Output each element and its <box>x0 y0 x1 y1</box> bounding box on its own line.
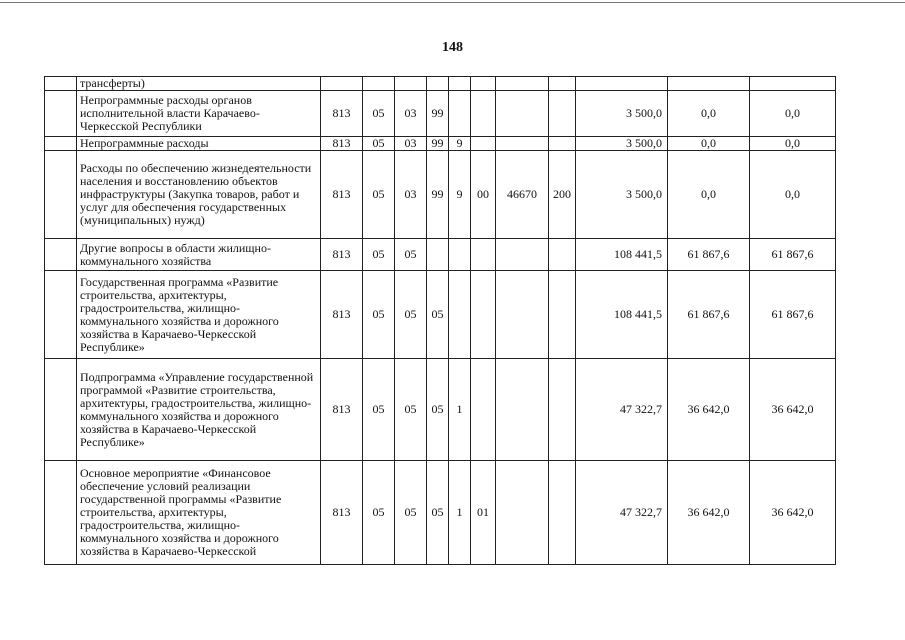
measure-code: 01 <box>471 461 496 565</box>
row-name: Государственная программа «Развитие строительства, архитектуры, градостроительства, жилищно-коммунального хозяйства и дорожного хозяйства в Карачаево-Черкесской Республике» <box>77 271 321 359</box>
subprogram-code <box>449 239 471 271</box>
amount-year-2: 61 867,6 <box>668 239 750 271</box>
program-code: 05 <box>427 461 449 565</box>
budget-table-body <box>45 77 836 565</box>
amount-year-1: 108 441,5 <box>576 271 668 359</box>
table-row <box>45 461 836 565</box>
amount-year-3 <box>750 77 836 91</box>
amount-year-3: 0,0 <box>750 151 836 239</box>
ministry-code: 813 <box>321 359 363 461</box>
subsection-code: 03 <box>395 91 427 137</box>
subsection-code: 05 <box>395 461 427 565</box>
amount-year-3: 61 867,6 <box>750 271 836 359</box>
amount-year-2: 61 867,6 <box>668 271 750 359</box>
measure-code <box>471 239 496 271</box>
direction-code <box>496 271 549 359</box>
amount-year-2: 36 642,0 <box>668 359 750 461</box>
amount-year-3: 36 642,0 <box>750 359 836 461</box>
direction-code <box>496 77 549 91</box>
program-code: 99 <box>427 151 449 239</box>
page-number: 148 <box>442 40 463 55</box>
measure-code: 00 <box>471 151 496 239</box>
ministry-code: 813 <box>321 151 363 239</box>
table-row <box>45 239 836 271</box>
amount-year-1: 47 322,7 <box>576 359 668 461</box>
amount-year-1: 3 500,0 <box>576 151 668 239</box>
subsection-code: 03 <box>395 151 427 239</box>
table-row <box>45 359 836 461</box>
ministry-code: 813 <box>321 91 363 137</box>
expense-type-code <box>549 359 576 461</box>
subprogram-code: 9 <box>449 151 471 239</box>
subsection-code: 05 <box>395 239 427 271</box>
row-index-cell <box>45 91 77 137</box>
subsection-code: 03 <box>395 137 427 151</box>
subprogram-code <box>449 77 471 91</box>
section-code: 05 <box>363 137 395 151</box>
subsection-code: 05 <box>395 359 427 461</box>
ministry-code <box>321 77 363 91</box>
program-code: 99 <box>427 137 449 151</box>
amount-year-1: 47 322,7 <box>576 461 668 565</box>
top-scan-rule <box>0 2 905 3</box>
section-code: 05 <box>363 239 395 271</box>
program-code <box>427 77 449 91</box>
row-name: Подпрограмма «Управление государственной программой «Развитие строительства, архитектуры, градостроительства, жилищно-коммунального хозяйства и дорожного хозяйства в Карачаево-Черкесской Республике» <box>77 359 321 461</box>
row-name: трансферты) <box>77 77 321 91</box>
section-code <box>363 77 395 91</box>
table-row <box>45 151 836 239</box>
ministry-code: 813 <box>321 461 363 565</box>
row-index-cell <box>45 239 77 271</box>
program-code: 99 <box>427 91 449 137</box>
subprogram-code: 1 <box>449 359 471 461</box>
amount-year-3: 61 867,6 <box>750 239 836 271</box>
row-name: Расходы по обеспечению жизнедеятельности населения и восстановлению объектов инфраструктуры (Закупка товаров, работ и услуг для обеспечения государственных (муниципальных) нужд) <box>77 151 321 239</box>
amount-year-1: 108 441,5 <box>576 239 668 271</box>
subsection-code <box>395 77 427 91</box>
section-code: 05 <box>363 271 395 359</box>
amount-year-2 <box>668 77 750 91</box>
amount-year-2: 36 642,0 <box>668 461 750 565</box>
program-code: 05 <box>427 271 449 359</box>
amount-year-1 <box>576 77 668 91</box>
subprogram-code: 1 <box>449 461 471 565</box>
table-row <box>45 77 836 91</box>
table-row <box>45 91 836 137</box>
section-code: 05 <box>363 359 395 461</box>
amount-year-3: 0,0 <box>750 137 836 151</box>
direction-code <box>496 461 549 565</box>
subprogram-code <box>449 271 471 359</box>
table-row <box>45 271 836 359</box>
row-name: Основное мероприятие «Финансовое обеспечение условий реализации государственной программы «Развитие строительства, архитектуры, градостроительства, жилищно-коммунального хозяйства и дорожного хозяйства в Карачаево-Черкесской <box>77 461 321 565</box>
row-index-cell <box>45 359 77 461</box>
row-index-cell <box>45 271 77 359</box>
measure-code <box>471 77 496 91</box>
amount-year-1: 3 500,0 <box>576 91 668 137</box>
measure-code <box>471 137 496 151</box>
measure-code <box>471 359 496 461</box>
subprogram-code <box>449 91 471 137</box>
expense-type-code <box>549 271 576 359</box>
section-code: 05 <box>363 91 395 137</box>
amount-year-2: 0,0 <box>668 151 750 239</box>
measure-code <box>471 91 496 137</box>
expense-type-code <box>549 77 576 91</box>
expense-type-code <box>549 461 576 565</box>
row-index-cell <box>45 137 77 151</box>
row-name: Другие вопросы в области жилищно-коммунального хозяйства <box>77 239 321 271</box>
row-index-cell <box>45 461 77 565</box>
subsection-code: 05 <box>395 271 427 359</box>
expense-type-code <box>549 91 576 137</box>
direction-code <box>496 91 549 137</box>
table-row <box>45 137 836 151</box>
direction-code <box>496 137 549 151</box>
direction-code <box>496 359 549 461</box>
expense-type-code: 200 <box>549 151 576 239</box>
row-name: Непрограммные расходы <box>77 137 321 151</box>
program-code: 05 <box>427 359 449 461</box>
row-name: Непрограммные расходы органов исполнительной власти Карачаево-Черкесской Республики <box>77 91 321 137</box>
row-index-cell <box>45 151 77 239</box>
amount-year-3: 0,0 <box>750 91 836 137</box>
direction-code <box>496 239 549 271</box>
amount-year-2: 0,0 <box>668 137 750 151</box>
expense-type-code <box>549 239 576 271</box>
section-code: 05 <box>363 151 395 239</box>
section-code: 05 <box>363 461 395 565</box>
ministry-code: 813 <box>321 137 363 151</box>
row-index-cell <box>45 77 77 91</box>
direction-code: 46670 <box>496 151 549 239</box>
budget-table <box>44 76 836 565</box>
amount-year-1: 3 500,0 <box>576 137 668 151</box>
ministry-code: 813 <box>321 239 363 271</box>
ministry-code: 813 <box>321 271 363 359</box>
subprogram-code: 9 <box>449 137 471 151</box>
amount-year-2: 0,0 <box>668 91 750 137</box>
amount-year-3: 36 642,0 <box>750 461 836 565</box>
program-code <box>427 239 449 271</box>
expense-type-code <box>549 137 576 151</box>
measure-code <box>471 271 496 359</box>
